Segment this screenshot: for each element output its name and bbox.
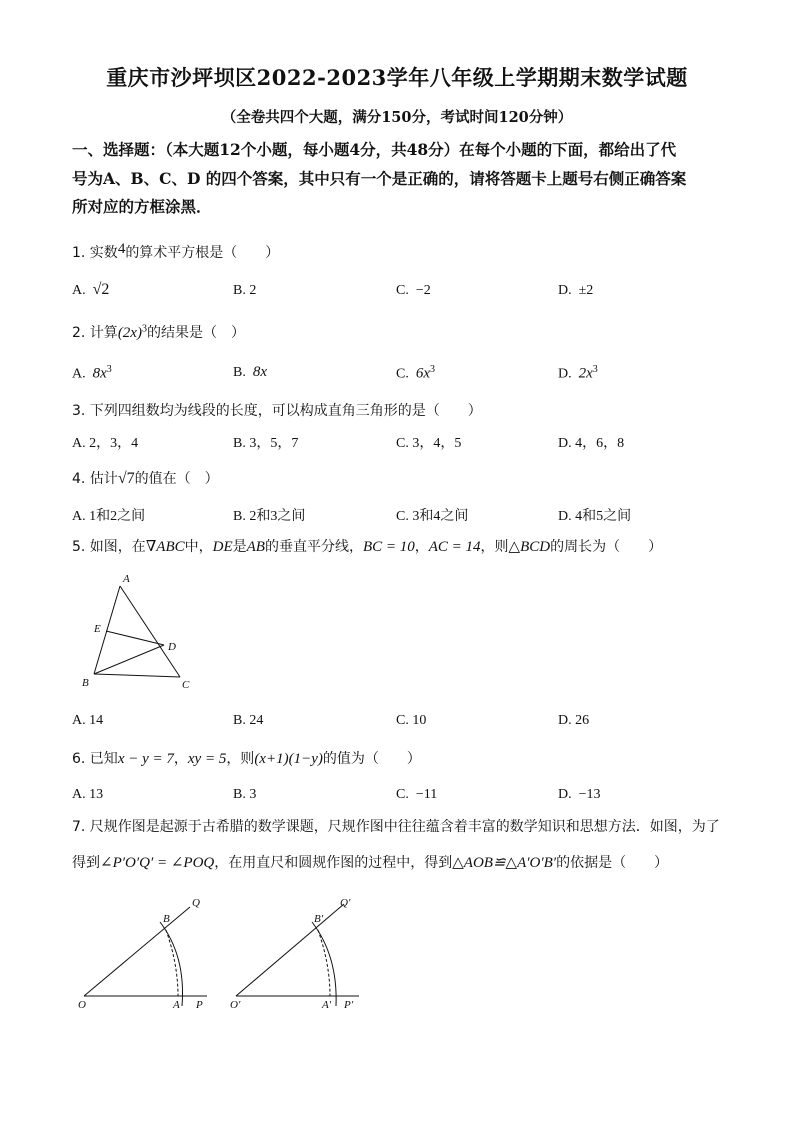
question-2-stem: 2. 计算$(2x)^3$的结果是（ ） (72, 323, 245, 341)
question-5-option-b[interactable]: B. 24 (233, 713, 264, 728)
figure-angle-poq (84, 907, 207, 1006)
question-4-option-a[interactable]: A. 1和2之间 (72, 509, 146, 524)
question-3-option-a[interactable]: A. 2，3，4 (72, 436, 139, 451)
fig2-label-q-prime: Q′ (340, 897, 351, 909)
label-a: A (123, 573, 130, 585)
page-title: 重庆市沙坪坝区2022-2023学年八年级上学期期末数学试题 (106, 65, 688, 90)
label-d: D (168, 641, 176, 653)
fig1-label-o: O (78, 999, 86, 1011)
exam-subtitle: （全卷共四个大题，满分150分，考试时间120分钟） (221, 109, 573, 126)
segment-bd (94, 645, 164, 674)
section-line-2: 号为A、B、C、D 的四个答案，其中只有一个是正确的，请将答题卡上题号右侧正确答案 (72, 168, 687, 188)
question-5-option-d[interactable]: D. 26 (558, 713, 590, 728)
fig2-label-p-prime: P′ (344, 999, 354, 1011)
question-4-option-c[interactable]: C. 3和4之间 (396, 509, 469, 524)
question-7-line-1: 7. 尺规作图是起源于古希腊的数学课题，尺规作图中往往蕴含着丰富的数学知识和思想方法．如图，为了 (72, 819, 720, 835)
fig1-label-q: Q (192, 897, 200, 909)
triangle-figure (72, 570, 212, 694)
question-6-option-a[interactable]: A. 13 (72, 787, 104, 802)
question-2-option-d[interactable]: D. $2x^3$ (558, 364, 598, 382)
fig1-label-p: P (196, 999, 203, 1011)
figure-angle-pqo-prime (236, 904, 359, 1006)
label-c: C (182, 679, 190, 691)
fig2-label-o-prime: O′ (230, 999, 241, 1011)
question-5-option-a[interactable]: A. 14 (72, 713, 104, 728)
section-line-1: 一、选择题：（本大题12个小题，每小题4分，共48分）在每个小题的下面，都给出了代 (72, 140, 677, 159)
compass-construction-figures (72, 894, 372, 1012)
question-7-line-2: 得到∠P′O′Q′ = ∠POQ，在用直尺和圆规作图的过程中，得到△AOB≌△A′O′B′的依据是（ ） (72, 855, 669, 871)
section-line-3: 所对应的方框涂黑． (72, 197, 212, 216)
question-4-stem: 4. 估计√7的值在（ ） (72, 470, 219, 487)
fig1-label-a: A (173, 999, 180, 1011)
question-6-option-b[interactable]: B. 3 (233, 787, 257, 802)
fig1-label-b: B (163, 913, 170, 925)
question-5-stem: 5. 如图，在∇ABC中，DE是AB的垂直平分线，BC = 10，AC = 14，则△BCD的周长为（ ） (72, 539, 663, 555)
question-1-option-c[interactable]: C. −2 (396, 283, 431, 298)
question-3-option-b[interactable]: B. 3，5，7 (233, 436, 299, 451)
question-2-option-c[interactable]: C. $6x^3$ (396, 364, 436, 382)
question-3-option-d[interactable]: D. 4，6，8 (558, 436, 625, 451)
question-6-option-d[interactable]: D. −13 (558, 787, 601, 802)
question-1-option-d[interactable]: D. ±2 (558, 283, 594, 298)
question-1-option-a[interactable]: A. √2 (72, 281, 110, 298)
question-3-option-c[interactable]: C. 3，4，5 (396, 436, 462, 451)
question-1-stem: 1. 实数4的算术平方根是（ ） (72, 241, 280, 261)
question-4-option-b[interactable]: B. 2和3之间 (233, 509, 306, 524)
label-e: E (94, 623, 101, 635)
question-2-option-b[interactable]: B. 8x (233, 364, 268, 380)
question-2-option-a[interactable]: A. $8x^3$ (72, 364, 112, 382)
question-1-option-b[interactable]: B. 2 (233, 283, 257, 298)
question-5-option-c[interactable]: C. 10 (396, 713, 427, 728)
question-6-option-c[interactable]: C. −11 (396, 787, 438, 802)
side-bc (94, 674, 180, 677)
question-4-option-d[interactable]: D. 4和5之间 (558, 509, 632, 524)
segment-ed (106, 631, 164, 645)
question-3-stem: 3. 下列四组数均为线段的长度，可以构成直角三角形的是（ ） (72, 403, 482, 419)
side-ac (120, 586, 180, 677)
fig2-label-b-prime: B′ (314, 913, 324, 925)
fig2-label-a-prime: A′ (322, 999, 332, 1011)
section-instructions (72, 136, 722, 222)
label-b: B (82, 677, 89, 689)
question-6-stem: 6. 已知x − y = 7，xy = 5，则(x+1)(1−y)的值为（ ） (72, 751, 421, 767)
